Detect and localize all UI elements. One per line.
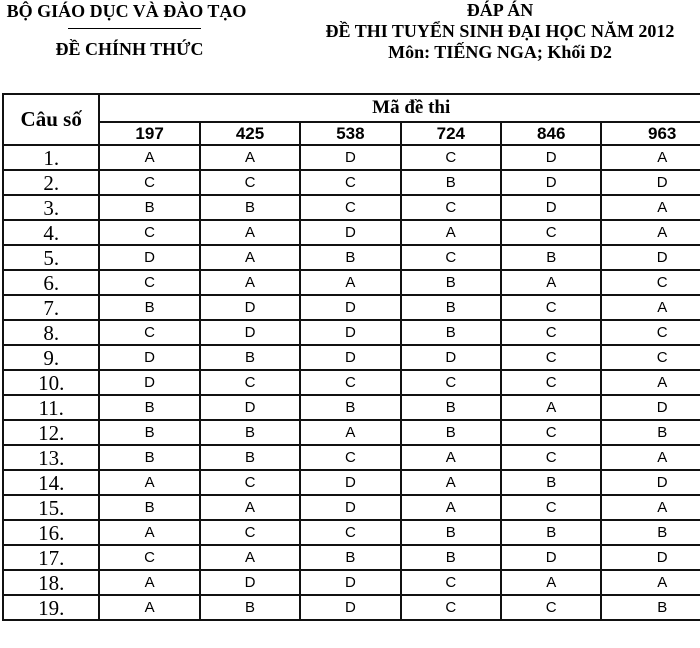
table-row	[3, 170, 700, 195]
question-number: 5.	[3, 245, 99, 270]
answer-cell: D	[300, 345, 400, 370]
table-row	[3, 495, 700, 520]
answer-cell: D	[300, 320, 400, 345]
answer-cell: A	[601, 295, 700, 320]
answer-cell: B	[401, 395, 501, 420]
table-row	[3, 595, 700, 620]
answer-cell: B	[200, 595, 300, 620]
question-number: 16.	[3, 520, 99, 545]
question-number: 9.	[3, 345, 99, 370]
ministry-header	[0, 0, 262, 60]
exam-code-724: 724	[401, 122, 501, 145]
table-row	[3, 520, 700, 545]
answer-cell: A	[99, 520, 199, 545]
answer-cell: C	[501, 220, 601, 245]
answer-cell: A	[99, 470, 199, 495]
ministry-name: BỘ GIÁO DỤC VÀ ĐÀO TẠO	[6, 1, 247, 21]
answer-cell: C	[401, 595, 501, 620]
question-number: 15.	[3, 495, 99, 520]
document-title	[300, 0, 700, 63]
answer-cell: D	[601, 170, 700, 195]
answer-cell: D	[601, 245, 700, 270]
answer-cell: B	[401, 420, 501, 445]
answer-cell: B	[200, 445, 300, 470]
answer-cell: B	[501, 470, 601, 495]
answer-cell: B	[401, 170, 501, 195]
answer-cell: C	[300, 445, 400, 470]
table-row	[3, 345, 700, 370]
answer-cell: B	[200, 195, 300, 220]
answer-cell: B	[99, 195, 199, 220]
header-divider	[68, 28, 201, 29]
question-number: 2.	[3, 170, 99, 195]
table-row	[3, 295, 700, 320]
table-row	[3, 195, 700, 220]
answer-cell: C	[501, 495, 601, 520]
question-number: 8.	[3, 320, 99, 345]
answer-cell: A	[601, 145, 700, 170]
answer-cell: D	[99, 245, 199, 270]
answer-cell: C	[300, 195, 400, 220]
question-number: 18.	[3, 570, 99, 595]
answer-cell: D	[601, 395, 700, 420]
answer-cell: C	[99, 320, 199, 345]
answer-cell: B	[99, 420, 199, 445]
answer-cell: C	[200, 520, 300, 545]
answer-cell: C	[300, 170, 400, 195]
exam-code-425: 425	[200, 122, 300, 145]
answer-cell: B	[601, 520, 700, 545]
answer-cell: A	[300, 420, 400, 445]
answer-cell: D	[200, 295, 300, 320]
answer-cell: C	[601, 345, 700, 370]
answer-cell: C	[601, 320, 700, 345]
answer-cell: A	[200, 495, 300, 520]
question-number: 13.	[3, 445, 99, 470]
answer-cell: A	[601, 195, 700, 220]
table-row	[3, 395, 700, 420]
answer-cell: D	[501, 170, 601, 195]
table-row	[3, 270, 700, 295]
answer-cell: A	[200, 545, 300, 570]
exam-code-963: 963	[601, 122, 700, 145]
answer-cell: D	[601, 470, 700, 495]
answer-cell: A	[601, 220, 700, 245]
answer-cell: C	[501, 370, 601, 395]
answer-cell: D	[300, 470, 400, 495]
question-number: 7.	[3, 295, 99, 320]
answer-cell: A	[200, 245, 300, 270]
question-number: 6.	[3, 270, 99, 295]
question-number: 14.	[3, 470, 99, 495]
answer-cell: B	[99, 495, 199, 520]
answer-cell: A	[601, 445, 700, 470]
answer-cell: D	[300, 295, 400, 320]
answer-cell: B	[300, 245, 400, 270]
official-label: ĐỀ CHÍNH THỨC	[55, 39, 204, 59]
answer-cell: C	[200, 370, 300, 395]
answer-cell: D	[300, 145, 400, 170]
answer-cell: C	[401, 245, 501, 270]
answer-cell: C	[401, 195, 501, 220]
answer-cell: D	[501, 145, 601, 170]
answer-cell: C	[99, 545, 199, 570]
answer-cell: A	[200, 270, 300, 295]
answer-cell: A	[401, 445, 501, 470]
table-row	[3, 445, 700, 470]
answer-cell: B	[300, 545, 400, 570]
answer-cell: C	[200, 470, 300, 495]
answer-cell: C	[401, 145, 501, 170]
table-row	[3, 545, 700, 570]
answer-cell: A	[99, 145, 199, 170]
answer-cell: C	[99, 170, 199, 195]
answer-cell: C	[501, 445, 601, 470]
answer-cell: A	[200, 145, 300, 170]
title-answer-key: ĐÁP ÁN	[466, 0, 534, 20]
question-number: 11.	[3, 395, 99, 420]
answer-cell: D	[300, 595, 400, 620]
answer-cell: B	[401, 270, 501, 295]
answer-cell: B	[401, 520, 501, 545]
table-row	[3, 470, 700, 495]
answer-cell: C	[501, 320, 601, 345]
answer-cell: D	[99, 345, 199, 370]
answer-cell: A	[501, 570, 601, 595]
answer-cell: D	[200, 570, 300, 595]
answer-cell: D	[300, 570, 400, 595]
answer-cell: B	[200, 420, 300, 445]
answer-cell: A	[200, 220, 300, 245]
exam-code-846: 846	[501, 122, 601, 145]
answer-cell: D	[601, 545, 700, 570]
answer-cell: D	[300, 495, 400, 520]
answer-cell: A	[99, 570, 199, 595]
table-row	[3, 145, 700, 170]
table-row	[3, 370, 700, 395]
question-number: 10.	[3, 370, 99, 395]
answer-cell: A	[401, 470, 501, 495]
exam-code-197: 197	[99, 122, 199, 145]
question-number: 12.	[3, 420, 99, 445]
answer-cell: C	[99, 220, 199, 245]
answer-cell: D	[200, 320, 300, 345]
answer-cell: B	[401, 295, 501, 320]
answer-cell: A	[401, 220, 501, 245]
answer-cell: B	[601, 595, 700, 620]
answer-cell: A	[300, 270, 400, 295]
answer-cell: D	[300, 220, 400, 245]
answer-cell: C	[300, 520, 400, 545]
answer-cell: B	[501, 245, 601, 270]
question-number: 1.	[3, 145, 99, 170]
answer-cell: B	[401, 545, 501, 570]
table-row	[3, 570, 700, 595]
answer-cell: C	[501, 295, 601, 320]
answer-cell: B	[401, 320, 501, 345]
answer-cell: A	[601, 370, 700, 395]
answer-cell: C	[501, 595, 601, 620]
answer-cell: D	[501, 545, 601, 570]
answer-cell: D	[501, 195, 601, 220]
answer-cell: C	[200, 170, 300, 195]
table-row	[3, 220, 700, 245]
answer-cell: A	[501, 270, 601, 295]
table-row	[3, 320, 700, 345]
question-number: 17.	[3, 545, 99, 570]
answer-cell: C	[601, 270, 700, 295]
title-subject: Môn: TIẾNG NGA; Khối D2	[388, 42, 612, 62]
answer-cell: B	[99, 395, 199, 420]
answer-cell: A	[401, 495, 501, 520]
answer-cell: D	[200, 395, 300, 420]
answer-cell: B	[300, 395, 400, 420]
answer-key-table	[2, 93, 700, 621]
answer-cell: D	[401, 345, 501, 370]
answer-cell: A	[601, 495, 700, 520]
answer-cell: A	[501, 395, 601, 420]
answer-cell: C	[99, 270, 199, 295]
answer-cell: A	[99, 595, 199, 620]
question-number: 19.	[3, 595, 99, 620]
answer-cell: C	[401, 370, 501, 395]
answer-cell: B	[200, 345, 300, 370]
question-number: 3.	[3, 195, 99, 220]
answer-cell: C	[300, 370, 400, 395]
answer-cell: B	[99, 295, 199, 320]
answer-cell: B	[601, 420, 700, 445]
answer-cell: D	[99, 370, 199, 395]
answer-cell: C	[501, 345, 601, 370]
answer-cell: C	[401, 570, 501, 595]
table-row	[3, 245, 700, 270]
answer-cell: A	[601, 570, 700, 595]
title-exam: ĐỀ THI TUYỂN SINH ĐẠI HỌC NĂM 2012	[325, 21, 675, 41]
answer-cell: B	[501, 520, 601, 545]
exam-code-header: Mã đề thi	[99, 94, 700, 122]
answer-cell: C	[501, 420, 601, 445]
question-number: 4.	[3, 220, 99, 245]
question-number-header: Câu số	[3, 94, 99, 145]
exam-code-538: 538	[300, 122, 400, 145]
answer-cell: B	[99, 445, 199, 470]
table-row	[3, 420, 700, 445]
